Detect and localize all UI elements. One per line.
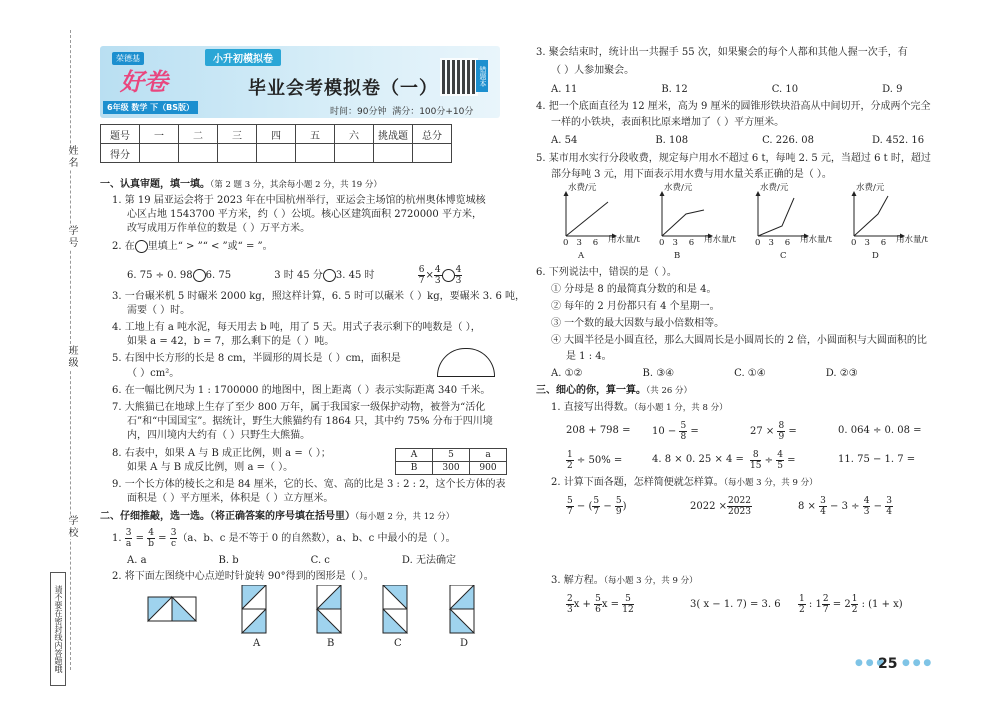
- graph-c-xlabel: 用水量/t: [800, 235, 832, 245]
- q1-line: 改写成用万作单位的数是（ ）万平方米。: [127, 223, 311, 234]
- q8-line: 如果 A 与 B 成反比例，则 a =（ ）。: [127, 462, 294, 473]
- q1-line: 1. 第 19 届亚运会将于 2023 年在中国杭州举行，亚运会主场馆的杭州奥体博览城核: [112, 195, 486, 206]
- section-3-title: 三、细心的你，算一算。（共 26 分）: [536, 385, 692, 396]
- simplify-item: 8 × $\frac{3}{4}$ − 3 ÷ $\frac{4}{3}$ − $\frac{3}{4}$: [798, 496, 892, 517]
- calc-item: $\frac{1}{2}$ ÷ 50% =: [567, 450, 623, 471]
- q7-line: 内，四川境内大约有（ ）只野生大熊猫。: [127, 430, 311, 441]
- q26-item: ② 每年的 2 月份都只有 4 个星期一。: [551, 301, 720, 312]
- calc-item: 208 + 798 =: [566, 425, 631, 436]
- q5-line: 5. 右图中长方形的长是 8 cm，半圆形的周长是（ ）cm，面积是: [112, 353, 401, 364]
- q31-line: 1. 直接写出得数。（每小题 1 分，共 8 分）: [551, 402, 728, 413]
- qr-code-icon[interactable]: [440, 58, 478, 96]
- q21-options: A. a B. b C. c D. 无法确定: [127, 555, 456, 566]
- qr-tag: 错题本: [476, 60, 488, 92]
- graph-b-xlabel: 用水量/t: [704, 235, 736, 245]
- q26-item: ① 分母是 8 的最简真分数的和是 4。: [551, 284, 717, 295]
- q26-item: ③ 一个数的最大因数与最小倍数相等。: [551, 318, 725, 329]
- q7-line: 石”和“中国国宝”。据统计，野生大熊猫约有 1864 只，其中约 75% 分布于四川境: [127, 416, 493, 427]
- graph-d-label: D: [872, 251, 879, 261]
- graph-b-ticks: 0 3 6: [659, 238, 695, 248]
- q26-item: ④ 大圆半径是小圆直径，那么大圆周长是小圆周长的 2 倍，小圆面积与大圆面积的比: [551, 335, 927, 346]
- q9-line: 面积是（ ）平方厘米，体积是（ ）立方厘米。: [127, 493, 334, 504]
- q25-line: 5. 某市用水实行分段收费，规定每户用水不超过 6 t，每吨 2. 5 元，当超过 6 t 时，超过: [536, 153, 931, 164]
- equation-item: $\frac{2}{3}$ x + $\frac{5}{6}$ x = $\frac{5}{12}$: [567, 594, 634, 615]
- option-d-label: D: [460, 638, 469, 649]
- graph-a-label: A: [578, 251, 585, 261]
- q3-line: 3. 一台碾米机 5 时碾米 2000 kg，照这样计算，6. 5 时可以碾米（ ）kg，要碾米 3. 6 吨，: [112, 291, 526, 302]
- equation-item: $\frac{1}{2}$ : 1 $\frac{2}{7}$ = 2 $\frac{1}{2}$ : (1 + x): [799, 594, 903, 615]
- score-header-cell: 总分: [413, 125, 452, 144]
- graph-b-label: B: [674, 251, 681, 261]
- binding-strip: [0, 0, 92, 711]
- time-limit: 时间：90分钟: [330, 107, 387, 117]
- score-header-cell: 题号: [101, 125, 140, 144]
- graph-d-xlabel: 用水量/t: [896, 235, 928, 245]
- q6-line: 6. 在一幅比例尺为 1 : 1700000 的地图中，图上距离（ ）表示实际距离 340 千米。: [112, 385, 491, 396]
- graph-c-ticks: 0 3 6: [755, 238, 791, 248]
- simplify-item: $\frac{5}{7}$ − ( $\frac{5}{7}$ − $\frac{5}{9}$ ): [567, 496, 627, 517]
- calc-item: 4. 8 × 0. 25 × 4 =: [652, 454, 744, 465]
- option-a-label: A: [253, 638, 261, 649]
- page-deco-left: ● ● ●: [855, 658, 885, 668]
- graph-c-label: C: [780, 251, 787, 261]
- name-label: 姓名: [66, 145, 77, 169]
- exam-meta: [330, 104, 473, 117]
- rectangle-base: [437, 376, 495, 377]
- q26-line: 6. 下列说法中，错误的是（ ）。: [536, 267, 677, 278]
- score-header-cell: 四: [257, 125, 296, 144]
- q23-line: 3. 聚会结束时，统计出一共握手 55 次，如果聚会的每个人都和其他人握一次手，有: [536, 47, 908, 58]
- score-header-cell: 一: [140, 125, 179, 144]
- full-score: 满分：100分+10分: [392, 107, 474, 117]
- score-cell[interactable]: [257, 144, 296, 163]
- q2-items: 6. 75 ÷ 0. 98 6. 75 3 时 45 分 3. 45 时 $\frac{6}{7}$ × $\frac{4}{3}$ $\frac{4}{3}$: [127, 265, 462, 286]
- page-title: 毕业会考模拟卷（一）: [248, 78, 438, 99]
- option-b-label: B: [327, 638, 335, 649]
- grade-tag: 6年级 数学 下（BS版）: [103, 101, 198, 114]
- q24-line: 一样的小铁块，表面积比原来增加了（ ）平方厘米。: [551, 117, 785, 128]
- exam-badge: 小升初模拟卷: [205, 49, 281, 66]
- score-cell[interactable]: [179, 144, 218, 163]
- graph-b-ylabel: 水费/元: [664, 183, 693, 193]
- q24-options: A. 54 B. 108 C. 226. 08 D. 452. 16: [551, 135, 925, 146]
- q21-line: 1. $\frac{3}{a}$ = $\frac{4}{b}$ = $\frac{3}{c}$ （a、b、c 是不等于 0 的自然数），a、b、c 中最小的是（ ）。: [112, 528, 456, 549]
- q1-line: 心区占地 1543700 平方米，约（ ）公顷。核心区建筑面积 2720000 平方米，: [127, 209, 482, 220]
- water-fee-graphs: [556, 184, 946, 264]
- graph-a-xlabel: 用水量/t: [608, 235, 640, 245]
- ab-table: A 5 a B 300 900: [395, 448, 507, 475]
- calc-item: 27 × $\frac{8}{9}$ =: [750, 421, 797, 442]
- calc-item: 10 − $\frac{5}{8}$ =: [652, 421, 699, 442]
- q22-line: 2. 将下面左图绕中心点逆时针旋转 90°得到的图形是（ ）。: [112, 571, 374, 582]
- brand-logo: 荣德基: [112, 52, 144, 65]
- graph-a-ticks: 0 3 6: [563, 238, 599, 248]
- q24-line: 4. 把一个底面直径为 12 厘米，高为 9 厘米的圆锥形铁块沿高从中间切开，分成两个完全: [536, 101, 931, 112]
- option-c-label: C: [394, 638, 402, 649]
- section-2-title: 二、仔细推敲，选一选。（将正确答案的序号填在括号里）（每小题 2 分，共 12 分）: [100, 511, 455, 522]
- q23-options: A. 11 B. 12 C. 10 D. 9: [551, 84, 903, 95]
- q4-line: 如果 a = 42，b = 7，那么剩下的是（ ）吨。: [127, 336, 335, 347]
- page-deco-right: ● ● ●: [902, 658, 932, 668]
- graph-c-ylabel: 水费/元: [760, 183, 789, 193]
- score-cell: 得分: [101, 144, 140, 163]
- q4-line: 4. 工地上有 a 吨水泥，每天用去 b 吨，用了 5 天。用式子表示剩下的吨数是（ ），: [112, 322, 481, 333]
- school-label: 学校: [66, 515, 77, 539]
- score-table: [100, 124, 452, 163]
- score-cell[interactable]: [140, 144, 179, 163]
- score-header-cell: 二: [179, 125, 218, 144]
- graph-a-ylabel: 水费/元: [568, 183, 597, 193]
- simplify-item: 2022 × $\frac{2022}{2023}$: [690, 496, 751, 517]
- seal-note: 请不要在密封线内答题哦: [50, 572, 66, 686]
- rotation-figures: [140, 585, 500, 647]
- section-1-title: 一、认真审题，填一填。（第 2 题 3 分，其余每小题 2 分，共 19 分）: [100, 179, 382, 190]
- q2-line: 2. 在 里填上“ > ”“ < ”或“ = ”。: [112, 241, 273, 252]
- q26-options: A. ①② B. ③④ C. ①④ D. ②③: [551, 368, 858, 379]
- q33-line: 3. 解方程。（每小题 3 分，共 9 分）: [551, 575, 698, 586]
- score-header-cell: 五: [296, 125, 335, 144]
- series-logo: 好卷: [120, 68, 168, 96]
- class-label: 班级: [66, 345, 77, 369]
- q25-line: 部分每吨 3 元，用下面表示用水费与用水量关系正确的是（ ）。: [551, 169, 832, 180]
- q23-line: （ ）人参加聚会。: [551, 65, 635, 76]
- score-header-cell: 三: [218, 125, 257, 144]
- q32-line: 2. 计算下面各题，怎样简便就怎样算。（每小题 3 分，共 9 分）: [551, 477, 818, 488]
- score-cell[interactable]: [296, 144, 335, 163]
- equation-item: 3( x − 1. 7) = 3. 6: [690, 599, 781, 610]
- calc-item: 11. 75 − 1. 7 =: [838, 454, 916, 465]
- calc-item: 0. 064 ÷ 0. 08 =: [838, 425, 922, 436]
- score-header-cell: 六: [335, 125, 374, 144]
- q9-line: 9. 一个长方体的棱长之和是 84 厘米，它的长、宽、高的比是 3 : 2 : 2，这个长方体的表: [112, 479, 506, 490]
- q8-line: 8. 右表中，如果 A 与 B 成正比例，则 a =（ ）；: [112, 448, 331, 459]
- q5-line: （ ）cm²。: [127, 368, 180, 379]
- q7-line: 7. 大熊猫已在地球上生存了至少 800 万年，属于我国家一级保护动物，被誉为“活化: [112, 402, 486, 413]
- q3-line: 需要（ ）时。: [127, 305, 191, 316]
- score-cell[interactable]: [218, 144, 257, 163]
- graph-d-ticks: 0 3 6: [851, 238, 887, 248]
- score-cell[interactable]: [413, 144, 452, 163]
- page-number: 25: [878, 656, 898, 672]
- score-cell[interactable]: [335, 144, 374, 163]
- score-cell[interactable]: [374, 144, 413, 163]
- graph-d-ylabel: 水费/元: [856, 183, 885, 193]
- number-label: 学号: [66, 225, 77, 249]
- score-header-cell: 挑战题: [374, 125, 413, 144]
- calc-item: $\frac{8}{15}$ ÷ $\frac{4}{5}$ =: [750, 450, 796, 471]
- q26-item: 是 1 : 4。: [566, 351, 612, 362]
- semicircle-figure: [437, 348, 495, 377]
